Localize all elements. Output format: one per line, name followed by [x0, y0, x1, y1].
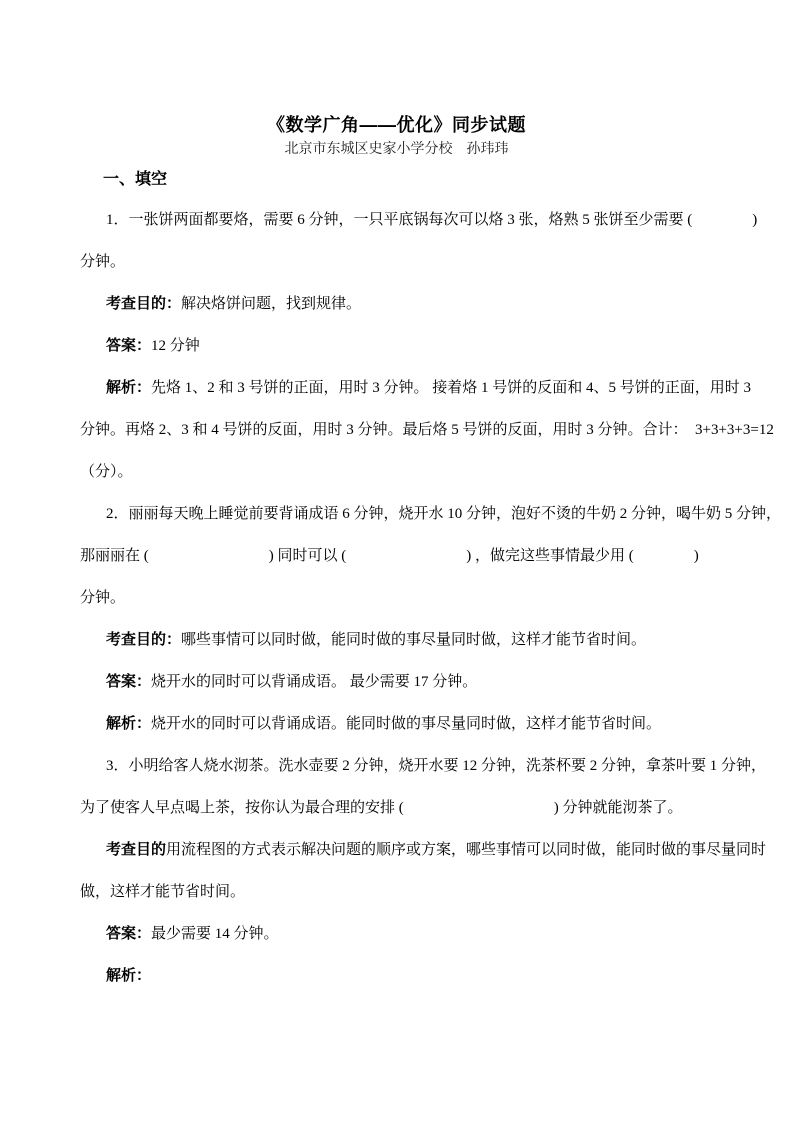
line-q3-purpose-1 — [80, 829, 767, 871]
purpose-label: 考查目的： — [106, 631, 182, 648]
line-q2-3 — [80, 577, 730, 619]
line-q3-1 — [80, 745, 767, 787]
line-text: 分钟。 — [80, 590, 126, 606]
line-text: 最少需要 14 分钟。 — [151, 926, 279, 942]
answer-label: 答案： — [106, 673, 152, 690]
document-byline: 北京市东城区史家小学分校 孙玮玮 — [284, 142, 509, 157]
answer-label: 答案： — [106, 925, 152, 942]
line-q3-purpose-2 — [80, 871, 730, 913]
line-q2-purpose — [80, 619, 730, 661]
line-text: 2．丽丽每天晚上睡觉前要背诵成语 6 分钟，烧开水 10 分钟，泡好不烫的牛奶 2 分钟，喝牛奶 5 分钟， — [106, 506, 782, 522]
line-text: 烧开水的同时可以背诵成语。 最少需要 17 分钟。 — [151, 674, 478, 690]
line-q1-analysis-1 — [80, 367, 752, 409]
line-text: 那丽丽在 ( ) 同时可以 ( ) ，做完这些事情最少用 ( ) — [80, 548, 699, 564]
line-text: 做，这样才能节省时间。 — [80, 884, 246, 900]
analysis-label: 解析： — [106, 967, 152, 984]
line-text: 为了使客人早点喝上茶，按你认为最合理的安排 ( ) 分钟就能沏茶了。 — [80, 800, 683, 816]
line-text: （分）。 — [80, 464, 133, 480]
document-title: 《数学广角——优化》同步试题 — [267, 115, 526, 136]
line-q1-analysis-2 — [80, 409, 774, 451]
line-text: 解决烙饼问题，找到规律。 — [181, 296, 362, 312]
line-text: 1．一张饼两面都要烙，需要 6 分钟，一只平底锅每次可以烙 3 张，烙熟 5 张饼至少需要 ( ) — [106, 212, 758, 228]
analysis-label: 解析： — [106, 379, 152, 396]
purpose-label: 考查目的 — [106, 841, 167, 858]
line-q1-purpose — [80, 283, 730, 325]
line-q1-2 — [80, 241, 730, 283]
line-q1-answer — [80, 325, 730, 367]
line-q2-answer — [80, 661, 730, 703]
line-text: 分钟。再烙 2、3 和 4 号饼的反面，用时 3 分钟。最后烙 5 号饼的反面，用时 3 分钟。合计： 3+3+3+3=12 — [80, 422, 774, 438]
line-text: 先烙 1、2 和 3 号饼的正面，用时 3 分钟。 接着烙 1 号饼的反面和 4、5 号饼的正面，用时 3 — [151, 380, 752, 396]
analysis-label: 解析： — [106, 715, 152, 732]
line-text: 烧开水的同时可以背诵成语。能同时做的事尽量同时做，这样才能节省时间。 — [151, 716, 662, 732]
line-text: 用流程图的方式表示解决问题的顺序或方案，哪些事情可以同时做，能同时做的事尽量同时 — [166, 842, 767, 858]
line-q1-analysis-3 — [80, 451, 730, 493]
line-q1-1 — [80, 199, 758, 241]
line-q2-1 — [80, 493, 782, 535]
line-q2-analysis — [80, 703, 730, 745]
section-heading: 一、填空 — [103, 171, 168, 188]
line-text: 12 分钟 — [151, 338, 200, 354]
document-body — [80, 199, 782, 997]
line-q3-answer — [80, 913, 730, 955]
line-text: 哪些事情可以同时做，能同时做的事尽量同时做，这样才能节省时间。 — [181, 632, 647, 648]
line-text: 分钟。 — [80, 254, 126, 270]
answer-label: 答案： — [106, 337, 152, 354]
line-q3-2 — [80, 787, 730, 829]
line-q2-2 — [80, 535, 730, 577]
purpose-label: 考查目的： — [106, 295, 182, 312]
line-text: 3．小明给客人烧水沏茶。洗水壶要 2 分钟，烧开水要 12 分钟，洗茶杯要 2 分钟，拿茶叶要 1 分钟， — [106, 758, 767, 774]
line-q3-analysis — [80, 955, 730, 997]
